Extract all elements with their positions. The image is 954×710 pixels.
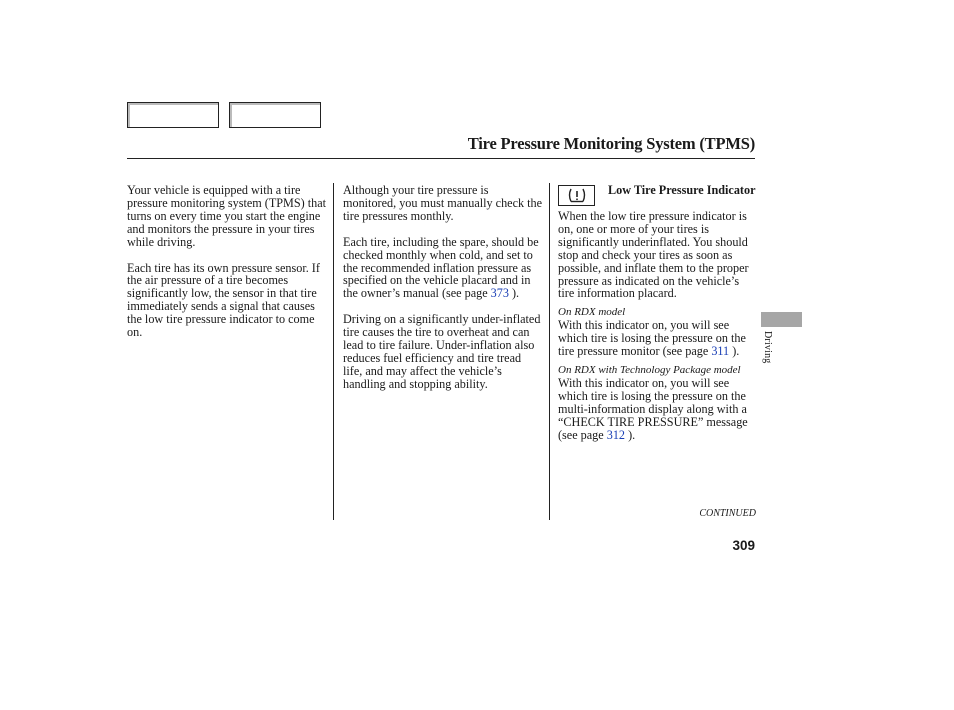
column-3 [558, 184, 758, 441]
column-2 [343, 184, 543, 391]
col1-paragraph-2: Each tire has its own pressure sensor. If the air pressure of a tire becomes significantly low, the sensor in that tire immediately sends a signal that causes the low tire pressure indicator to come on. [127, 260, 320, 340]
continued-label: CONTINUED [699, 508, 756, 519]
col2-paragraph-2-text: Each tire, including the spare, should be checked monthly when cold, and set to the recommended inflation pressure as specified on the vehicle placard and in the owner’s manual (see page [343, 234, 539, 301]
col2-paragraph-1: Although your tire pressure is monitored, you must manually check the tire pressures monthly. [343, 183, 543, 223]
indicator-header [558, 184, 758, 210]
page-link-373[interactable]: 373 [490, 286, 509, 301]
col2-paragraph-3: Driving on a significantly under-inflated tire causes the tire to overheat and can lead to tire failure. Under-inflation also reduces fuel efficiency and tire tread life, and may affect the vehicle’s handling and stopping ability. [343, 312, 541, 391]
model-label-rdx: On RDX model [558, 306, 626, 319]
page-link-311[interactable]: 311 [711, 344, 730, 359]
col3-paragraph-2-text: With this indicator on, you will see which tire is losing the pressure on the tire pressure monitor (see page [558, 318, 746, 359]
column-divider-2 [549, 183, 550, 520]
section-label: Driving [762, 331, 773, 364]
title-divider [127, 158, 755, 159]
nav-box-main-menu[interactable] [127, 102, 219, 128]
indicator-title: Low Tire Pressure Indicator [608, 183, 756, 197]
col2-paragraph-2 [343, 236, 543, 301]
nav-box-index[interactable] [229, 102, 321, 128]
section-tab[interactable] [761, 312, 802, 327]
page-title: Tire Pressure Monitoring System (TPMS) [467, 134, 755, 153]
column-1 [127, 184, 327, 339]
col3-paragraph-3-end: ). [628, 427, 636, 442]
col3-paragraph-2-end: ). [732, 344, 740, 359]
page-link-312[interactable]: 312 [606, 427, 626, 442]
column-divider-1 [333, 183, 334, 520]
col2-paragraph-2-end: ). [512, 286, 520, 301]
page-number: 309 [732, 538, 755, 553]
col3-paragraph-1: When the low tire pressure indicator is on, one or more of your tires is significantly underinflated. You should stop and check your tires as soon as possible, and inflate them to the proper pressure as indicated on the vehicle’s tire information placard. [558, 209, 749, 301]
model-label-rdx-tech: On RDX with Technology Package model [558, 363, 741, 376]
col3-paragraph-3 [558, 377, 758, 442]
col3-paragraph-3-text: With this indicator on, you will see which tire is losing the pressure on the multi-information display along with a “CHECK TIRE PRESSURE” message (see page [558, 375, 748, 442]
col1-paragraph-1: Your vehicle is equipped with a tire pressure monitoring system (TPMS) that turns on every time you start the engine and monitors the pressure in your tires while driving. [127, 183, 327, 249]
col3-paragraph-2 [558, 319, 758, 358]
tire-pressure-warning-icon [558, 185, 595, 206]
